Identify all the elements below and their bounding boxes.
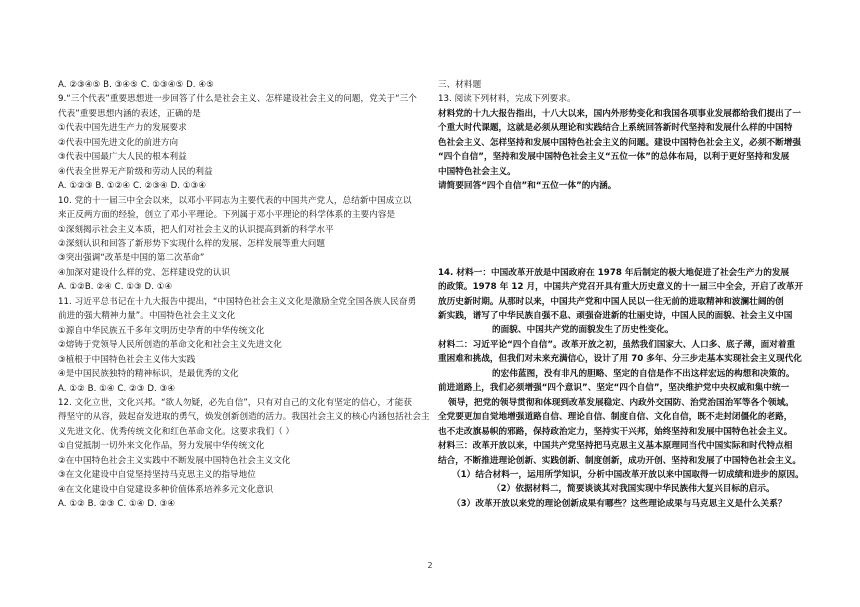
question-text-line: 义先进文化、优秀传统文化和红色革命文化。这要求我们（ ） (58, 426, 295, 437)
material-text-line: （2）依据材料二，简要谈谈其对我国实现中华民族伟大复兴目标的启示。 (492, 484, 775, 495)
question-text-line: ①自觉抵制一切外来文化作品，努力发展中华传统文化 (58, 441, 265, 452)
material-text-line: （1）结合材料一，运用所学知识，分析中国改革开放以来中国取得一切成绩和进步的原因。 (452, 469, 804, 480)
question-text-line: ①源自中华民族五千多年文明历史孕育的中华传统文化 (58, 325, 265, 336)
material-text-line: 领导，把党的领导贯彻和体现到改革发展稳定、内政外交国防、治党治国治军等各个领域。 (448, 397, 794, 408)
question-text-line: A. ①②③ B. ①②④ C. ②③④ D. ①③④ (58, 181, 207, 192)
material-text-line: 材料三：改革开放以来，中国共产党坚持把马克思主义基本原理同当代中国实际和时代特点相 (438, 441, 793, 452)
material-text-line: 放历史新时期。从那时以来，中国共产党和中国人民以一往无前的进取精神和波澜壮阔的创 (438, 296, 784, 307)
right-column (438, 78, 810, 511)
material-text-line: 13. 阅读下列材料，完成下列要求。 (438, 94, 576, 105)
question-text-line: ②在中国特色社会主义实践中不断发展中国特色社会主义文化 (58, 455, 291, 466)
question-text-line: ④代表全世界无产阶级和劳动人民的利益 (58, 166, 213, 177)
material-text-line: 结合，不断推进理论创新、实践创新、制度创新，成功开创、坚持和发展了中国特色社会主义。 (438, 455, 802, 466)
question-text-line: 代表”重要思想内涵的表述，正确的是 (58, 108, 201, 119)
material-text-line: 新实践，谱写了中华民族自强不息、顽强奋进新的壮丽史诗，中国人民的面貌、社会主义中国 (438, 310, 793, 321)
question-text-line: A. ①② B. ②③ C. ①④ D. ③④ (58, 499, 176, 510)
material-text-line: 前进道路上，我们必须增强“四个意识”、坚定“四个自信”，坚决维护党中央权威和集中统一 (438, 383, 790, 394)
material-text-line: 也不走改旗易帜的邪路，保持政治定力，坚持实干兴邦，始终坚持和发展中国特色社会主义。 (438, 426, 793, 437)
question-text-line: A. ①②B. ②④ C. ①③ D. ①④ (58, 282, 173, 293)
question-text-line: ①代表中国先进生产力的发展要求 (58, 123, 187, 134)
material-text-line: 全党要更加自觉地增强道路自信、理论自信、制度自信、文化自信，既不走封闭僵化的老路， (438, 412, 793, 423)
question-text-line: ②代表中国先进文化的前进方向 (58, 137, 179, 148)
material-question-14 (438, 266, 810, 512)
question-text-line: ②熔铸于党领导人民所创造的革命文化和社会主义先进文化 (58, 340, 282, 351)
question-text-line: 11. 习近平总书记在十九大报告中提出，“中国特色社会主义文化是激励全党全国各族人民奋勇 (58, 296, 417, 307)
question-text-line: ③在文化建设中自觉坚持坚持马克思主义的指导地位 (58, 470, 256, 481)
question-text-line: A. ②③④⑤ B. ③④⑤ C. ①③④⑤ D. ④⑤ (58, 80, 214, 90)
left-column (58, 78, 430, 512)
material-text-line: 重困难和挑战，但我们对未来充满信心，设计了用 70 多年、分三步走基本实现社会主义现代化 (438, 354, 802, 365)
question-text-line: ④加深对建设什么样的党、怎样建设党的认识 (58, 267, 230, 278)
page-number: 2 (427, 561, 433, 570)
question-text-line: ③植根于中国特色社会主义伟大实践 (58, 354, 196, 365)
question-text-line: ①深刻揭示社会主义本质，把人们对社会主义的认识提高到新的科学水平 (58, 224, 334, 235)
material-text-line: 个重大时代课题，这就是必须从理论和实践结合上系统回答新时代坚持和发展什么样的中国特 (438, 123, 793, 134)
material-text-line: 色社会主义、怎样坚持和发展中国特色社会主义的问题。建设中国特色社会主义，必须不断增强 (438, 137, 802, 148)
material-text-line: 三、材料题 (438, 80, 482, 90)
question-text-line: ②深刻认识和回答了新形势下实现什么样的发展、怎样发展等重大问题 (58, 238, 326, 249)
material-text-line: （3）改革开放以来党的理论创新成果有哪些？这些理论成果与马克思主义是什么关系？ (452, 498, 787, 509)
question-text-line: 12. 文化立世，文化兴邦。“欲人勿疑，必先自信”，只有对自己的文化有坚定的信心，才能获 (58, 397, 413, 408)
question-text-line: ③突出强调“改革是中国的第二次革命” (58, 253, 205, 264)
question-text-line: ④是中国民族独特的精神标识，是最优秀的文化 (58, 369, 239, 380)
material-text-line: 中国特色社会主义。 (438, 166, 516, 177)
question-text-line: ③代表中国最广大人民的根本利益 (58, 152, 187, 163)
material-text-line: 的政策。1978 年 12 月，中国共产党召开具有重大历史意义的十一届三中全会，开启了改革开 (438, 282, 804, 293)
question-text-line: 得坚守的从容，鼓起奋发进取的勇气，焕发创新创造的活力。我国社会主义的核心内涵包括社会主 (58, 412, 430, 423)
material-text-line: 请简要回答“四个自信”和“五位一体”的内涵。 (438, 181, 617, 192)
question-text-line: 来正反两方面的经验，创立了邓小平理论。下列属于邓小平理论的科学体系的主要内容是 (58, 210, 396, 221)
material-text-line: “四个自信”，坚持和发展中国特色社会主义“五位一体”的总体布局，以利于更好坚持和发展 (438, 152, 790, 163)
question-text-line: A. ①② B. ①④ C. ②③ D. ③④ (58, 383, 176, 394)
question-text-line: 前进的强大精神力量”。中国特色社会主义文化 (58, 311, 236, 322)
question-text-line: ④在文化建设中自觉建设多种价值体系培养多元文化意识 (58, 484, 274, 495)
material-text-line: 的面貌、中国共产党的面貌发生了历史性变化。 (492, 325, 674, 336)
material-question-13 (438, 78, 810, 194)
material-text-line: 材料二：习近平论“四个自信”。改革开放之初，虽然我们国家大、人口多、底子薄，面对着重 (438, 339, 796, 350)
material-text-line: 14. 材料一：中国改革开放是中国政府在 1978 年后制定的极大地促进了社会生产力的发展 (438, 267, 790, 278)
material-text-line: 的宏伟蓝图，没有非凡的胆略、坚定的自信是作不出这样宏远的构想和决策的。 (492, 368, 795, 379)
answer-space (438, 194, 810, 266)
question-text-line: 9.“三个代表”重要思想进一步回答了什么是社会主义、怎样建设社会主义的问题，党关于“三个 (58, 94, 417, 105)
material-text-line: 材料党的十九大报告指出，十八大以来，国内外形势变化和我国各项事业发展都给我们提出了一 (438, 108, 802, 119)
question-text-line: 10. 党的十一届三中全会以来，以邓小平同志为主要代表的中国共产党人，总结新中国成立以 (58, 195, 412, 206)
